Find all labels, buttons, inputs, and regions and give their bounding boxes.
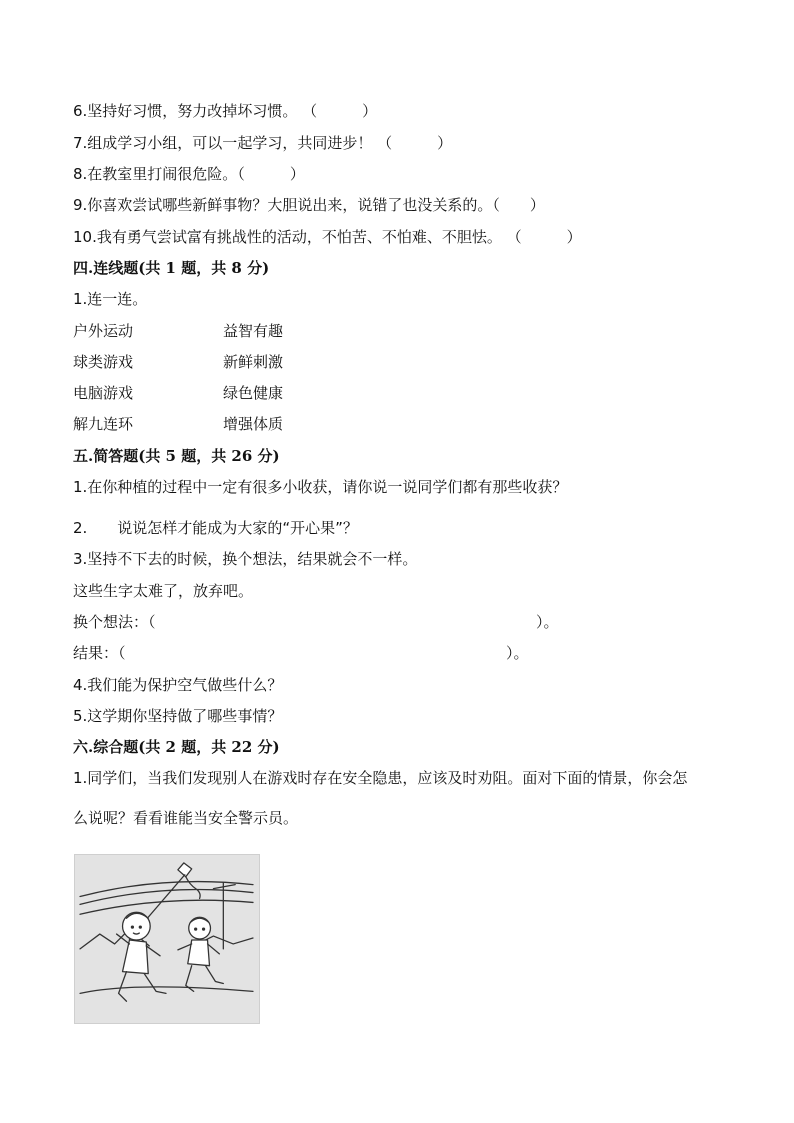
- result-label: 结果：（: [73, 644, 126, 662]
- judgment-item-6: 6.坚持好习惯，努力改掉坏习惯。 （ ）: [73, 102, 378, 120]
- match-left-4[interactable]: 解九连环: [73, 415, 134, 433]
- kite-near-power-lines-drawing: [75, 855, 259, 1023]
- think-again-end: ）。: [536, 613, 559, 631]
- judgment-item-7: 7.组成学习小组，可以一起学习，共同进步！ （ ）: [73, 134, 453, 152]
- match-left-3[interactable]: 电脑游戏: [73, 384, 134, 402]
- think-again-label: 换个想法：（: [73, 613, 156, 631]
- match-right-1[interactable]: 益智有趣: [223, 322, 284, 340]
- section4-question: 1.连一连。: [73, 290, 148, 308]
- judgment-item-9: 9.你喜欢尝试哪些新鲜事物？大胆说出来，说错了也没关系的。（ ）: [73, 196, 545, 214]
- short-answer-q5: 5.这学期你坚持做了哪些事情？: [73, 707, 283, 725]
- section5-title: 五.简答题(共 5 题，共 26 分): [73, 447, 280, 465]
- comprehensive-q1-line2: 么说呢？看看谁能当安全警示员。: [73, 809, 299, 827]
- short-answer-q3-example: 这些生字太难了，放弃吧。: [73, 582, 254, 600]
- short-answer-q2: 2. 说说怎样才能成为大家的“开心果”？: [73, 519, 358, 537]
- match-right-3[interactable]: 绿色健康: [223, 384, 284, 402]
- comprehensive-q1-line1: 1.同学们，当我们发现别人在游戏时存在安全隐患，应该及时劝阻。面对下面的情景，你会怎: [73, 769, 688, 787]
- short-answer-q4: 4.我们能为保护空气做些什么？: [73, 676, 283, 694]
- match-left-1[interactable]: 户外运动: [73, 322, 134, 340]
- section6-title: 六.综合题(共 2 题，共 22 分): [73, 738, 280, 756]
- match-left-2[interactable]: 球类游戏: [73, 353, 134, 371]
- match-right-4[interactable]: 增强体质: [223, 415, 284, 433]
- judgment-item-10: 10.我有勇气尝试富有挑战性的活动，不怕苦、不怕难、不胆怯。 （ ）: [73, 228, 582, 246]
- short-answer-q3: 3.坚持不下去的时候，换个想法，结果就会不一样。: [73, 550, 418, 568]
- judgment-item-8: 8.在教室里打闹很危险。（ ）: [73, 165, 305, 183]
- section4-title: 四.连线题(共 1 题，共 8 分): [73, 259, 270, 277]
- result-end: ）。: [506, 644, 529, 662]
- short-answer-q1: 1.在你种植的过程中一定有很多小收获，请你说一说同学们都有那些收获？: [73, 478, 568, 496]
- match-right-2[interactable]: 新鲜刺激: [223, 353, 284, 371]
- kite-safety-illustration: [74, 854, 260, 1024]
